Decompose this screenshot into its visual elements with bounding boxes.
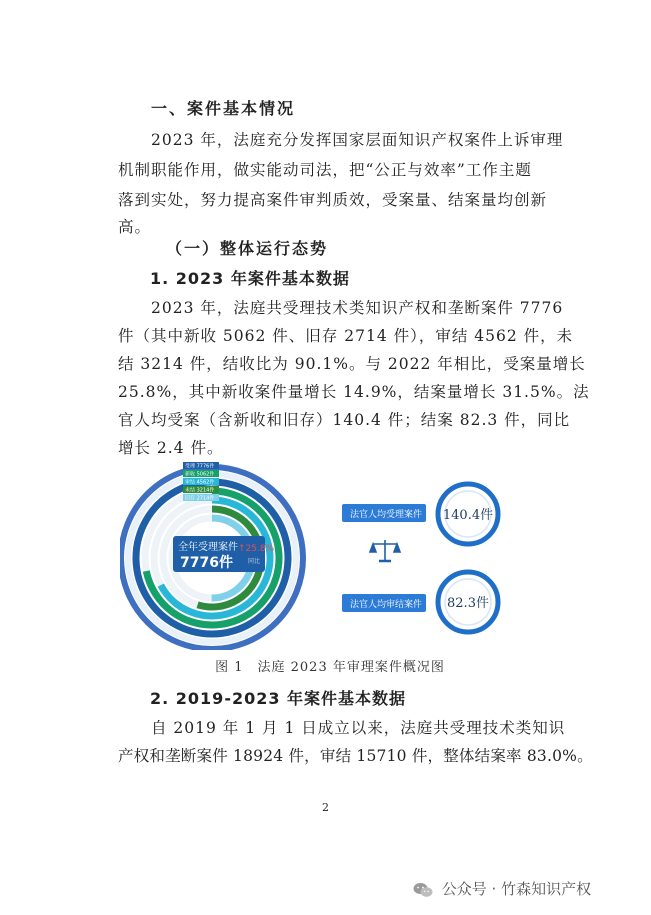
figure-caption: 图 1 法庭 2023 年审理案件概况图 <box>215 660 445 675</box>
intro-line: 2023 年，法庭充分发挥国家层面知识产权案件上诉审理 <box>151 131 564 149</box>
sub2-line: 产权和垄断案件 18924 件，审结 15710 件，整体结案率 83.0%。 <box>118 747 593 765</box>
sub1-title: 1. 2023 年案件基本数据 <box>150 269 350 288</box>
page-number: 2 <box>322 801 329 814</box>
legend-label: 新收 5062件 <box>185 471 215 478</box>
judge-closed-label: 法官人均审结案件 <box>350 600 423 610</box>
footer-watermark <box>413 878 591 899</box>
subsection-title: （一）整体运行态势 <box>166 239 329 258</box>
intro-line: 落到实处，努力提高案件审判质效，受案量、结案量均创新 <box>118 191 548 209</box>
growth-value: ↑25.8% <box>238 544 275 554</box>
legend-label: 旧存 2714件 <box>185 495 215 502</box>
growth-label: 同比 <box>248 558 261 565</box>
judge-accepted-label: 法官人均受理案件 <box>350 510 423 520</box>
sub1-line: 增长 2.4 件。 <box>118 439 224 457</box>
balance-scale-icon <box>370 540 400 561</box>
intro-line: 机制职能作用，做实能动司法，把“公正与效率”工作主题 <box>118 161 532 179</box>
case-overview-figure <box>120 458 530 650</box>
footer-text: 公众号 · 竹森知识产权 <box>441 880 592 898</box>
sub1-line: 25.8%，其中新收案件量增长 14.9%，结案量增长 31.5%。法 <box>118 383 590 401</box>
judge-closed-value: 82.3件 <box>447 596 489 611</box>
sub2-line: 自 2019 年 1 月 1 日成立以来，法庭共受理技术类知识 <box>151 719 566 737</box>
section-title: 一、案件基本情况 <box>151 99 296 118</box>
legend <box>183 462 219 502</box>
center-value: 7776件 <box>180 555 233 571</box>
wechat-icon <box>413 882 433 898</box>
sub1-line: 2023 年，法庭共受理技术类知识产权和垄断案件 7776 <box>151 299 564 317</box>
legend-label: 审结 4562件 <box>185 479 215 486</box>
judge-accepted-value: 140.4件 <box>442 508 494 523</box>
legend-label: 受理 7776件 <box>185 463 215 470</box>
intro-line: 高。 <box>118 218 152 236</box>
center-label: 全年受理案件 <box>178 542 238 553</box>
sub1-line: 官人均受案（含新收和旧存）140.4 件；结案 82.3 件，同比 <box>118 411 571 429</box>
sub1-line: 件（其中新收 5062 件、旧存 2714 件），审结 4562 件，未 <box>118 327 574 345</box>
legend-label: 未结 3214件 <box>185 487 215 494</box>
sub1-line: 结 3214 件，结收比为 90.1%。与 2022 年相比，受案量增长 <box>118 355 586 373</box>
sub2-title: 2. 2019-2023 年案件基本数据 <box>150 689 407 708</box>
